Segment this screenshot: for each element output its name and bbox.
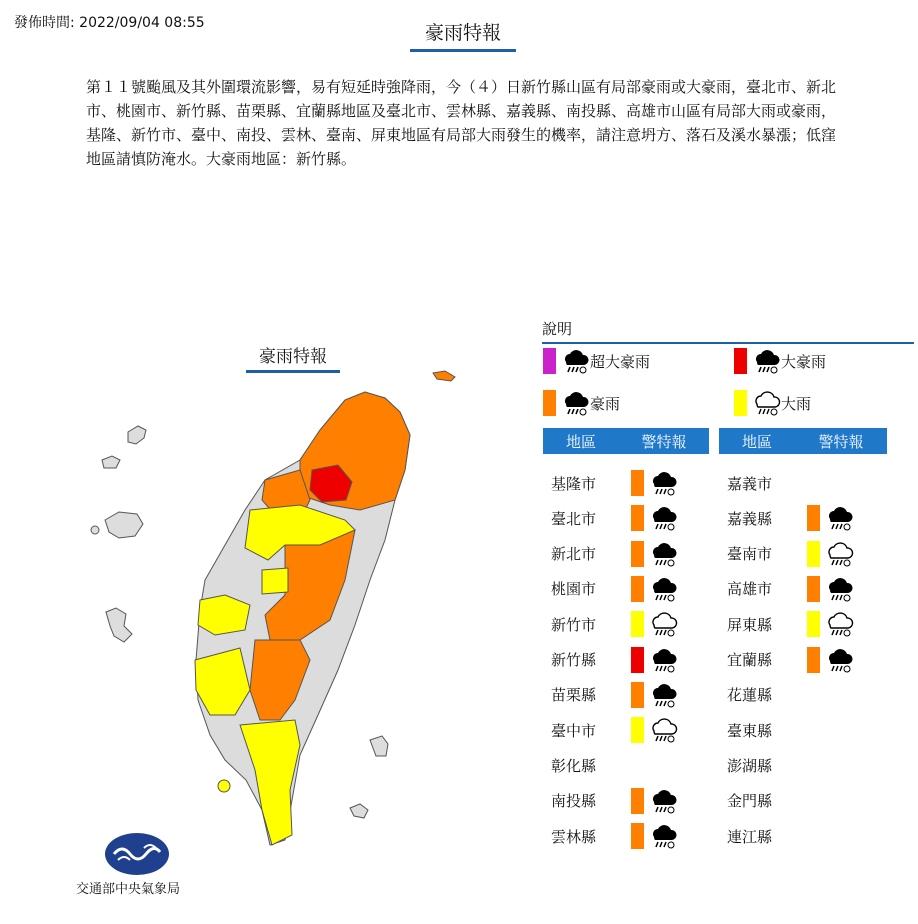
- region-name: 臺南市: [727, 545, 773, 564]
- rain-cloud-outline-icon: [751, 388, 781, 418]
- region-name: 宜蘭縣: [727, 651, 773, 669]
- legend-label: 大豪雨: [781, 352, 827, 371]
- region-name: 彰化縣: [551, 756, 597, 775]
- warning-swatch: [631, 788, 644, 814]
- island-matsu-2: [102, 456, 120, 468]
- warning-mark: [631, 645, 678, 675]
- legend-item-super-torrential: [543, 346, 650, 376]
- col-warning-header: 警特報: [641, 432, 687, 451]
- rain-cloud-icon: [648, 786, 678, 816]
- region-name: 澎湖縣: [727, 756, 773, 775]
- table-row: [719, 715, 807, 745]
- taiwan-warning-map: [80, 330, 480, 850]
- rain-cloud-outline-icon: [648, 609, 678, 639]
- island-kinmen: [105, 512, 143, 538]
- island-diaoyu: [433, 371, 455, 381]
- rain-cloud-icon: [648, 468, 678, 498]
- island-matsu-1: [128, 426, 146, 444]
- table-header-left: [543, 428, 709, 454]
- legend-label: 超大豪雨: [590, 352, 651, 371]
- rain-cloud-icon: [824, 645, 854, 675]
- region-name: 臺北市: [551, 509, 597, 528]
- issue-time: 發佈時間: 2022/09/04 08:55: [14, 15, 205, 31]
- rain-cloud-outline-icon: [824, 539, 854, 569]
- warning-mark: [631, 786, 678, 816]
- region-name: 新竹縣: [551, 651, 597, 669]
- table-row: [543, 786, 678, 816]
- table-row: [543, 539, 678, 569]
- region-name: 高雄市: [727, 580, 773, 599]
- warning-mark: [807, 609, 854, 639]
- table-row: [719, 503, 854, 533]
- table-row: [543, 503, 678, 533]
- warning-swatch: [631, 505, 644, 531]
- col-warning-header: 警特報: [818, 432, 864, 451]
- rain-cloud-icon: [648, 645, 678, 675]
- warning-swatch: [631, 541, 644, 567]
- region-name: 雲林縣: [551, 827, 597, 846]
- region-name: 臺中市: [551, 721, 597, 740]
- cwb-logo: [104, 832, 170, 876]
- region-name: 連江縣: [727, 827, 773, 846]
- island-green: [370, 736, 388, 756]
- region-name: 嘉義縣: [727, 509, 773, 528]
- col-region-header: 地區: [741, 432, 772, 451]
- rain-cloud-icon: [824, 574, 854, 604]
- warning-swatch: [807, 505, 820, 531]
- rain-cloud-icon: [560, 346, 590, 376]
- rain-cloud-icon: [648, 680, 678, 710]
- agency-name: 交通部中央氣象局: [76, 882, 181, 897]
- legend-swatch: [543, 390, 556, 416]
- warning-swatch: [631, 576, 644, 602]
- warning-swatch: [631, 823, 644, 849]
- warning-swatch: [807, 647, 820, 673]
- table-row: [719, 574, 854, 604]
- legend-label: 豪雨: [590, 394, 621, 413]
- legend-item-heavy-rain: [543, 388, 620, 418]
- table-row: [719, 821, 807, 851]
- warning-swatch: [807, 541, 820, 567]
- warning-swatch: [807, 576, 820, 602]
- rain-cloud-icon: [648, 574, 678, 604]
- warning-mark: [631, 715, 678, 745]
- warning-mark: [631, 574, 678, 604]
- legend-swatch: [543, 348, 556, 374]
- island-small: [91, 526, 99, 534]
- legend-heading: 說明: [542, 318, 914, 344]
- table-row: [719, 468, 807, 498]
- warning-swatch: [631, 682, 644, 708]
- map-title: 豪雨特報: [246, 342, 340, 373]
- table-row: [543, 680, 678, 710]
- table-row: [719, 680, 807, 710]
- legend-swatch: [734, 348, 747, 374]
- table-row: [719, 786, 807, 816]
- warning-mark: [631, 468, 678, 498]
- warning-swatch: [631, 611, 644, 637]
- region-name: 桃園市: [551, 580, 597, 599]
- island-liuqiu: [218, 780, 230, 792]
- rain-cloud-icon: [824, 503, 854, 533]
- region-name: 南投縣: [551, 792, 597, 811]
- warning-mark: [631, 680, 678, 710]
- table-row: [543, 715, 678, 745]
- rain-cloud-outline-icon: [824, 609, 854, 639]
- warning-swatch: [807, 611, 820, 637]
- table-row: [543, 750, 631, 780]
- region-name: 嘉義市: [727, 474, 773, 493]
- warning-swatch: [631, 470, 644, 496]
- island-orchid: [350, 804, 368, 818]
- rain-cloud-icon: [560, 388, 590, 418]
- island-penghu: [106, 608, 132, 642]
- legend-label: 大雨: [781, 394, 812, 413]
- region-name: 臺東縣: [727, 721, 773, 740]
- rain-cloud-icon: [648, 539, 678, 569]
- table-row: [543, 645, 678, 675]
- table-row: [719, 539, 854, 569]
- col-region-header: 地區: [565, 432, 596, 451]
- table-row: [543, 609, 678, 639]
- legend-swatch: [734, 390, 747, 416]
- region-name: 新北市: [551, 545, 597, 564]
- warning-swatch: [631, 717, 644, 743]
- warning-mark: [807, 503, 854, 533]
- page-title: 豪雨特報: [410, 18, 516, 52]
- region-name: 屏東縣: [727, 615, 773, 634]
- table-row: [719, 750, 807, 780]
- warning-description: 第１１號颱風及其外圍環流影響，易有短延時強降雨，今（４）日新竹縣山區有局部豪雨或大豪雨，臺北市、新北市、桃園市、新竹縣、苗栗縣、宜蘭縣地區及臺北市、雲林縣、嘉義縣、南投縣、高雄市山區有局部大雨或豪雨，基隆、新竹市、臺中、南投、雲林、臺南、屏東地區有局部大雨發生的機率，請注意坍方、落石及溪水暴漲；低窪地區請慎防淹水。大豪雨地區：新竹縣。: [86, 78, 837, 168]
- table-row: [719, 609, 854, 639]
- warning-mark: [631, 609, 678, 639]
- warning-mark: [807, 645, 854, 675]
- table-row: [543, 468, 678, 498]
- table-header-right: [719, 428, 887, 454]
- table-row: [543, 821, 678, 851]
- legend-item-extremely-heavy: [734, 346, 826, 376]
- region-name: 花蓮縣: [727, 686, 773, 705]
- rain-cloud-icon: [648, 821, 678, 851]
- warning-mark: [807, 574, 854, 604]
- warning-mark: [631, 821, 678, 851]
- region-name: 苗栗縣: [551, 686, 597, 705]
- legend-item-heavy: [734, 388, 811, 418]
- rain-cloud-icon: [648, 503, 678, 533]
- region-name: 新竹市: [551, 615, 597, 634]
- table-row: [719, 645, 854, 675]
- rain-cloud-icon: [751, 346, 781, 376]
- rain-cloud-outline-icon: [648, 715, 678, 745]
- warning-swatch: [631, 647, 644, 673]
- warning-mark: [807, 539, 854, 569]
- warning-mark: [631, 539, 678, 569]
- region-yunlin-part: [262, 568, 288, 594]
- warning-mark: [631, 503, 678, 533]
- region-name: 金門縣: [727, 792, 773, 811]
- table-row: [543, 574, 678, 604]
- region-name: 基隆市: [551, 474, 597, 493]
